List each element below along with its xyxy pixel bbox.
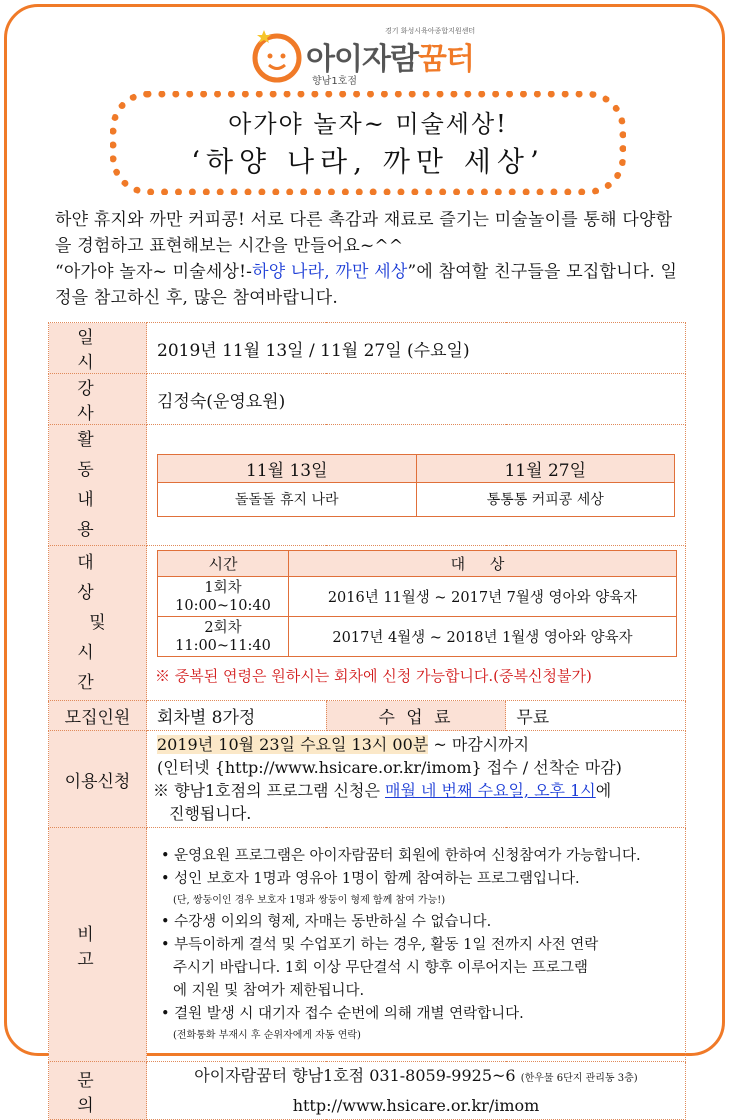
activity-label: 활 동 내 용 bbox=[49, 425, 147, 546]
recruit-label: 모집인원 bbox=[49, 701, 147, 731]
intro-paragraph-1: 하얀 휴지와 까만 커피콩! 서로 다른 촉감과 재료로 즐기는 미술놀이를 통해 다양함을 경험하고 표현해보는 시간을 만들어요~^^ bbox=[55, 210, 673, 256]
target-label: 대 상 및 시 간 bbox=[49, 546, 147, 701]
notes-label: 비 고 bbox=[49, 828, 147, 1062]
note-3: • 수강생 이외의 형제, 자매는 동반하실 수 없습니다. bbox=[161, 914, 492, 930]
date-label: 일 시 bbox=[49, 323, 147, 374]
fee-label: 수 업 료 bbox=[326, 701, 506, 731]
activity-body-1: 돌돌돌 휴지 나라 bbox=[158, 482, 417, 516]
row-contact bbox=[49, 1062, 686, 1120]
row-apply bbox=[49, 731, 686, 828]
logo-branch: 향남1호점 bbox=[312, 76, 358, 87]
target-cell bbox=[147, 546, 686, 701]
apply-period: 2019년 10월 23일 수요일 13시 00분 bbox=[157, 735, 429, 754]
date-value: 2019년 11월 13일 / 11월 27일 (수요일) bbox=[147, 323, 686, 374]
session-2-time: 2회차 11:00~11:40 bbox=[158, 617, 289, 657]
title-line2: ‘하양 나라, 까만 세상’ bbox=[191, 145, 545, 178]
info-table bbox=[48, 322, 686, 1120]
target-table bbox=[157, 550, 677, 657]
row-recruit bbox=[49, 701, 686, 731]
child-face-icon bbox=[250, 26, 308, 84]
recruit-value: 회차별 8가정 bbox=[147, 701, 327, 731]
contact-cell: 아이자람꿈터 향남1호점 031-8059-9925~6 (한우물 6단지 관리동 3층) http://www.hsicare.or.kr/imom bbox=[147, 1062, 686, 1120]
target-head-target: 대 상 bbox=[289, 551, 677, 577]
note-2: • 성인 보호자 1명과 영유아 1명이 함께 참여하는 프로그램입니다. bbox=[161, 871, 580, 887]
apply-method: (인터넷 {http://www.hsicare.or.kr/imom} 접수 / 선착순 마감) bbox=[157, 758, 622, 777]
note-4c: 에 지원 및 참여가 제한됩니다. bbox=[173, 983, 365, 999]
target-head-time: 시간 bbox=[158, 551, 289, 577]
activity-head-2: 11월 27일 bbox=[416, 454, 675, 482]
intro-paragraph-2: “아가야 놀자~ 미술세상!-하양 나라, 까만 세상”에 참여할 친구들을 모집합니다. 일정을 참고하신 후, 많은 참여바랍니다. bbox=[55, 262, 678, 308]
note-2-small: (단, 쌍둥이인 경우 보호자 1명과 쌍둥이 형제 함께 참여 가능!) bbox=[173, 895, 446, 906]
instructor-value: 김정숙(운영요원) bbox=[147, 374, 686, 425]
row-instructor bbox=[49, 374, 686, 425]
activity-head-1: 11월 13일 bbox=[158, 454, 417, 482]
apply-schedule-link[interactable]: 매월 네 번째 수요일, 오후 1시 bbox=[385, 781, 596, 800]
intro-text bbox=[55, 207, 685, 311]
activity-table bbox=[157, 454, 675, 517]
note-1: • 운영요원 프로그램은 아이자람꿈터 회원에 한하여 신청참여가 가능합니다. bbox=[161, 848, 641, 864]
contact-phone: 아이자람꿈터 향남1호점 031-8059-9925~6 bbox=[194, 1066, 516, 1085]
duplicate-note: ※ 중복된 연령은 원하시는 회차에 신청 가능합니다.(중복신청불가) bbox=[155, 667, 592, 685]
row-date bbox=[49, 323, 686, 374]
note-4a: • 부득이하게 결석 및 수업포기 하는 경우, 활동 1일 전까지 사전 연락 bbox=[161, 937, 599, 953]
session-1-time: 1회차 10:00~10:40 bbox=[158, 577, 289, 617]
note-5: • 결원 발생 시 대기자 접수 순번에 의해 개별 연락합니다. bbox=[161, 1006, 524, 1022]
title-line1: 아가야 놀자~ 미술세상! bbox=[228, 110, 508, 138]
notes-cell bbox=[147, 828, 686, 1062]
logo-title: 아이자람꿈터 bbox=[306, 42, 474, 77]
note-4b: 주시기 바랍니다. 1회 이상 무단결석 시 향후 이루어지는 프로그램 bbox=[173, 960, 588, 976]
apply-label: 이용신청 bbox=[49, 731, 147, 828]
fee-value: 무료 bbox=[506, 701, 686, 731]
contact-url[interactable]: http://www.hsicare.or.kr/imom bbox=[292, 1096, 540, 1115]
apply-cell: 2019년 10월 23일 수요일 13시 00분 ~ 마감시까지 (인터넷 {http://www.hsicare.or.kr/imom} 접수 / 선착순 마감) ※ 향남1호점의 프로그램 신청은 매월 네 번째 수요일, 오후 1시에 진행됩니다. bbox=[147, 731, 686, 828]
row-activity bbox=[49, 425, 686, 546]
row-notes bbox=[49, 828, 686, 1062]
row-target bbox=[49, 546, 686, 701]
logo bbox=[250, 18, 490, 88]
logo-org-text: 경기 화성시육아종합지원센터 bbox=[385, 27, 476, 35]
note-5-small: (전화통화 부재시 후 순위자에게 자동 연락) bbox=[173, 1030, 361, 1041]
title-box bbox=[110, 91, 626, 195]
session-1-target: 2016년 11월생 ~ 2017년 7월생 영아와 양육자 bbox=[289, 577, 677, 617]
activity-body-2: 통통통 커피콩 세상 bbox=[416, 482, 675, 516]
instructor-label: 강 사 bbox=[49, 374, 147, 425]
contact-label: 문 의 bbox=[49, 1062, 147, 1120]
session-2-target: 2017년 4월생 ~ 2018년 1월생 영아와 양육자 bbox=[289, 617, 677, 657]
activity-cell bbox=[147, 425, 686, 546]
